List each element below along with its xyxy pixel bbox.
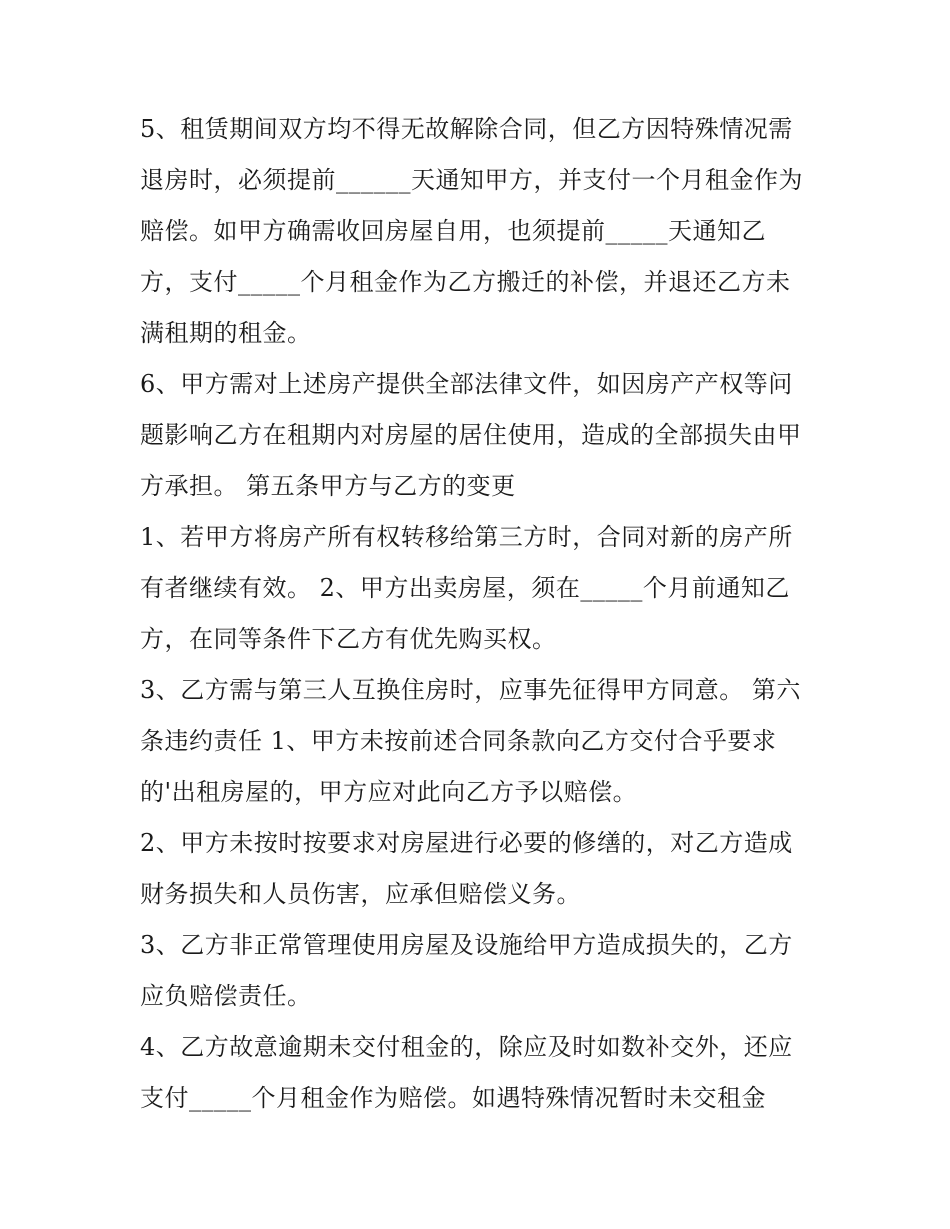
text-line: 满租期的租金。: [140, 319, 312, 347]
text-line: 4、乙方故意逾期未交付租金的，除应及时如数补交外，还应: [140, 1033, 793, 1061]
text-line: 方承担。 第五条甲方与乙方的变更: [140, 472, 516, 500]
text-line: 3、乙方非正常管理使用房屋及设施给甲方造成损失的，乙方: [140, 931, 793, 959]
text-line: 支付_____个月租金作为赔偿。如遇特殊情况暂时未交租金: [140, 1084, 766, 1112]
text-line: 1、若甲方将房产所有权转移给第三方时，合同对新的房产所: [140, 523, 793, 551]
text-line: 应负赔偿责任。: [140, 982, 312, 1010]
text-line: 6、甲方需对上述房产提供全部法律文件，如因房产产权等问: [140, 370, 793, 398]
text-line: 条违约责任 1、甲方未按前述合同条款向乙方交付合乎要求: [140, 727, 777, 755]
text-line: 5、租赁期间双方均不得无故解除合同，但乙方因特殊情况需: [140, 115, 793, 143]
text-line: 财务损失和人员伤害，应承但赔偿义务。: [140, 880, 581, 908]
text-line: 退房时，必须提前______天通知甲方，并支付一个月租金作为: [140, 166, 803, 194]
text-line: 的'出租房屋的，甲方应对此向乙方予以赔偿。: [140, 778, 638, 806]
text-line: 3、乙方需与第三人互换住房时，应事先征得甲方同意。 第六: [140, 676, 801, 704]
text-line: 2、甲方未按时按要求对房屋进行必要的修缮的，对乙方造成: [140, 829, 793, 857]
text-line: 方，在同等条件下乙方有优先购买权。: [140, 625, 557, 653]
text-line: 有者继续有效。 2、甲方出卖房屋，须在_____个月前通知乙: [140, 574, 790, 602]
text-line: 赔偿。如甲方确需收回房屋自用，也须提前_____天通知乙: [140, 217, 766, 245]
text-line: 方，支付_____个月租金作为乙方搬迁的补偿，并退还乙方未: [140, 268, 791, 296]
text-line: 题影响乙方在租期内对房屋的居住使用，造成的全部损失由甲: [140, 421, 802, 449]
